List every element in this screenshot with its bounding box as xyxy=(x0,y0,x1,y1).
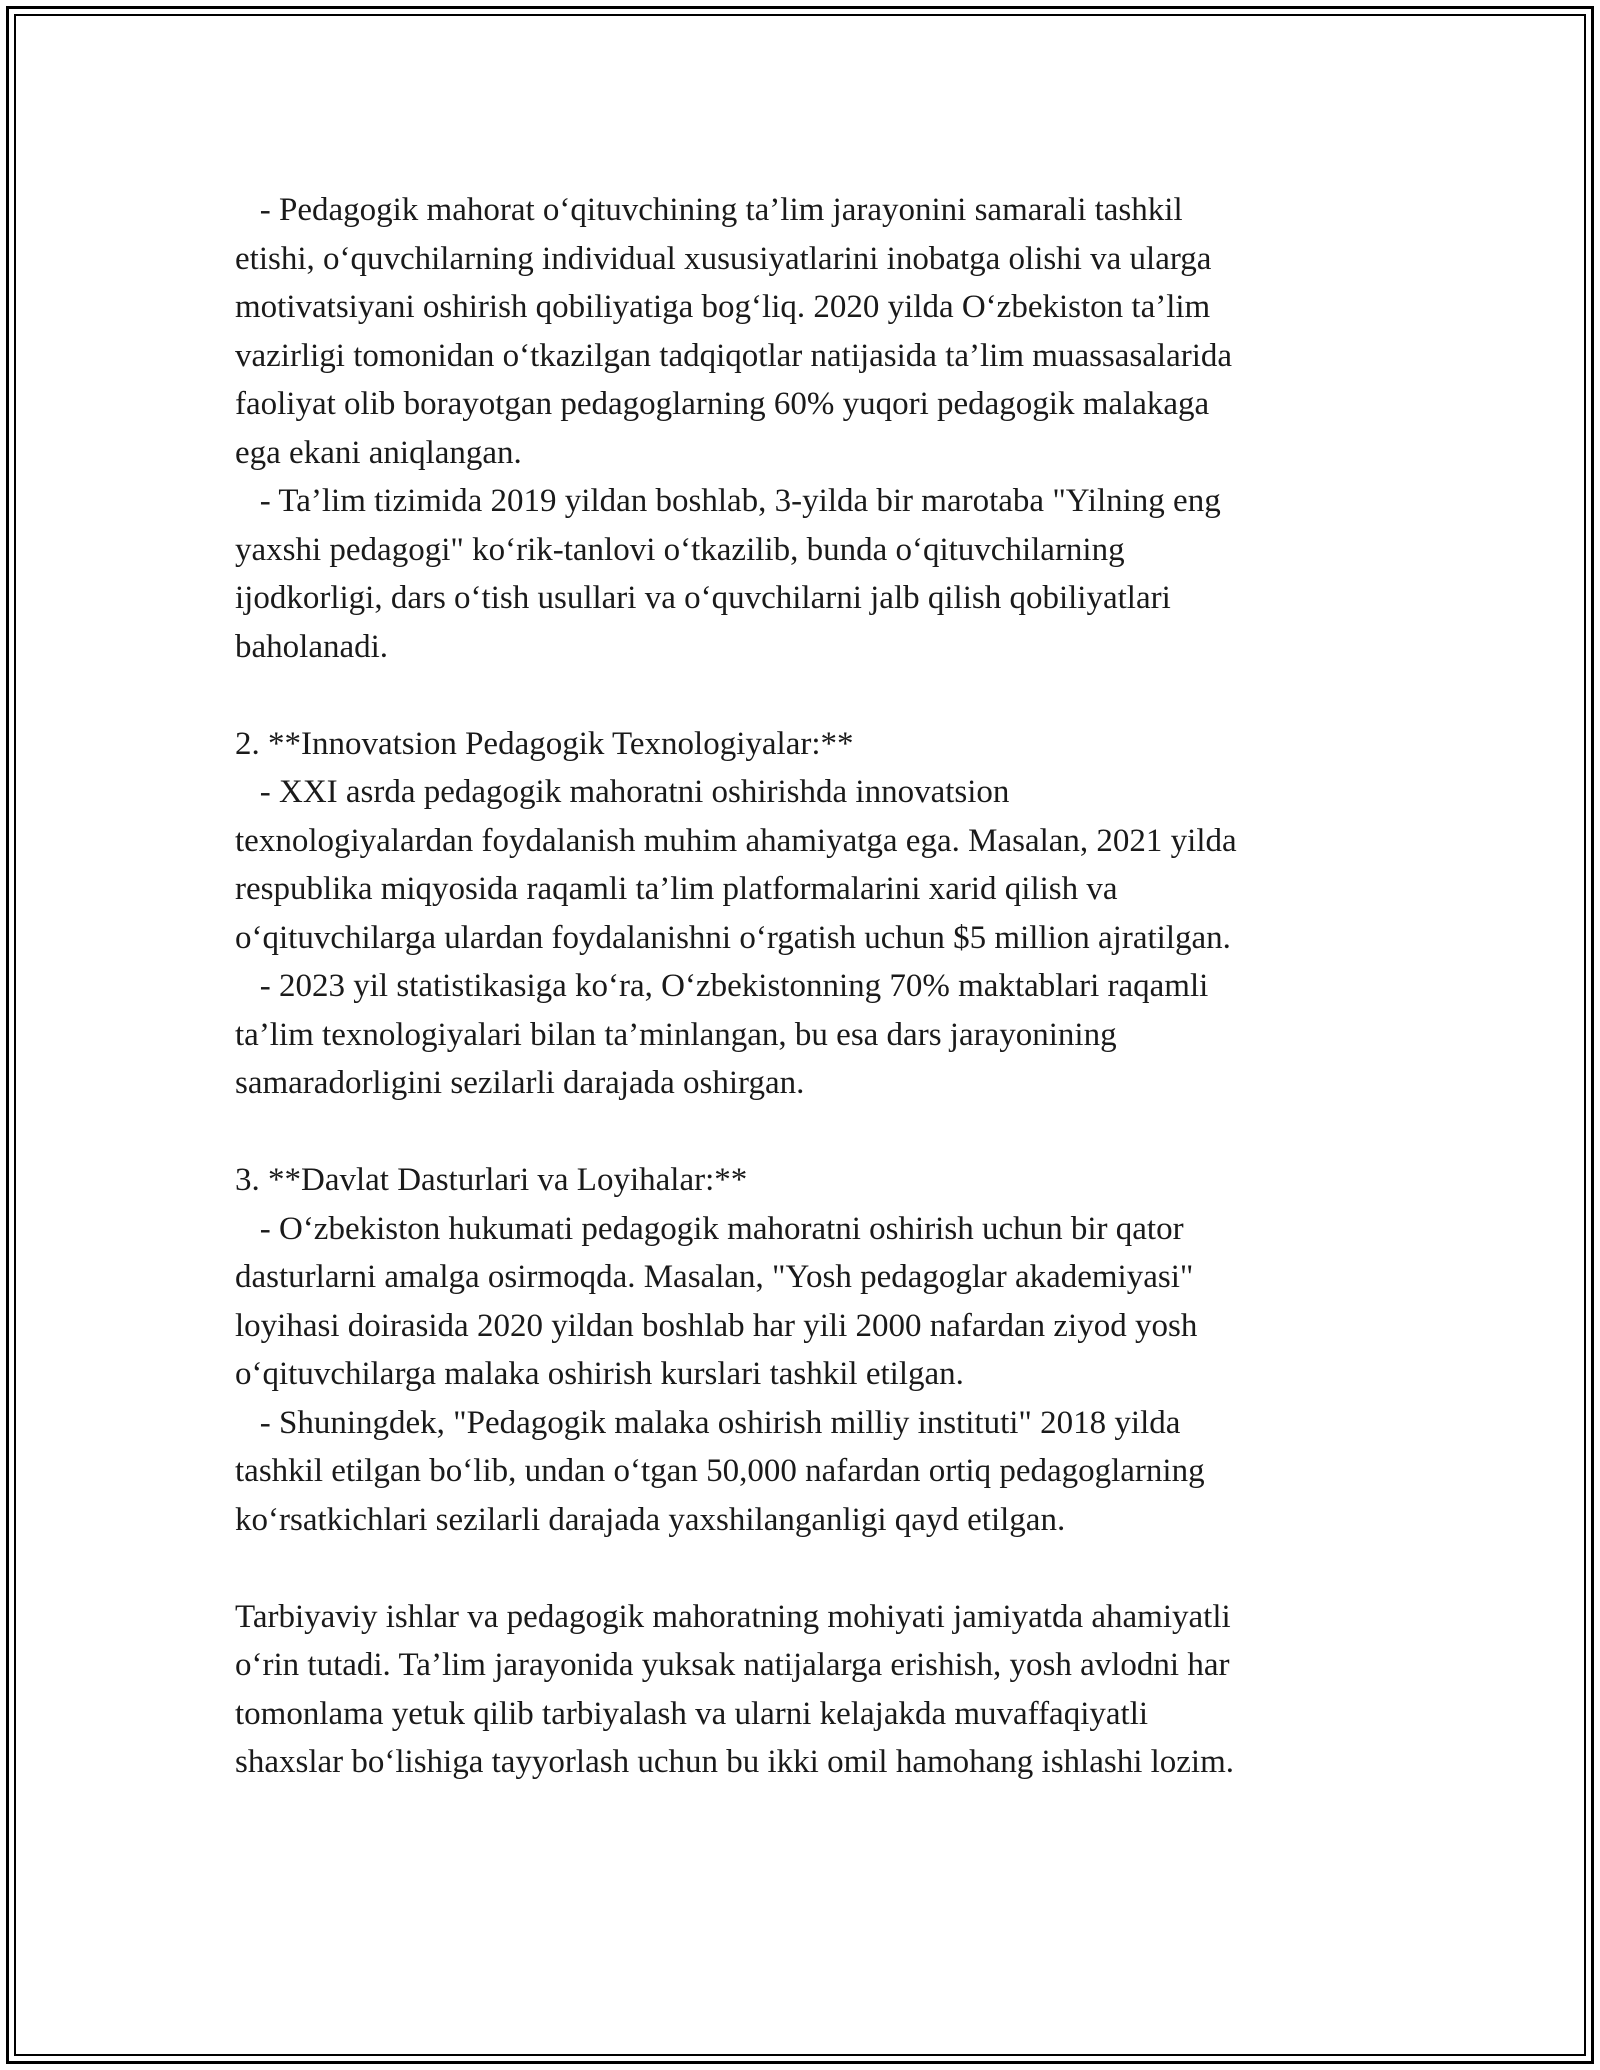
paragraph-spacer xyxy=(235,671,1375,720)
bullet-yosh-pedagoglar-akademiyasi xyxy=(235,1205,1375,1399)
heading-davlat-dasturlari xyxy=(235,1156,1375,1205)
text-line: dasturlarni amalga osirmoqda. Masalan, "Yosh pedagoglar akademiyasi" xyxy=(235,1259,1194,1295)
text-line: tomonlama yetuk qilib tarbiyalash va ularni kelajakda muvaffaqiyatli xyxy=(235,1695,1149,1732)
bullet-xxi-asr xyxy=(235,768,1375,962)
text-line: loyihasi doirasida 2020 yildan boshlab har yili 2000 nafardan ziyod yosh xyxy=(235,1307,1198,1344)
text-line: samaradorligini sezilarli darajada oshirgan. xyxy=(235,1065,805,1101)
text-line: respublika miqyosida raqamli ta’lim platformalarini xarid qilish va xyxy=(235,871,1118,907)
text-line: o‘rin tutadi. Ta’lim jarayonida yuksak natijalarga erishish, yosh avlodni har xyxy=(235,1647,1230,1683)
text-line: 2. **Innovatsion Pedagogik Texnologiyalar:** xyxy=(235,725,854,762)
bullet-pedagogik-mahorat xyxy=(235,186,1375,477)
text-line: - Shuningdek, "Pedagogik malaka oshirish milliy instituti" 2018 yilda xyxy=(235,1404,1181,1441)
paragraph-spacer xyxy=(235,1544,1375,1593)
text-line: etishi, o‘quvchilarning individual xususiyatlarini inobatga olishi va ularga xyxy=(235,240,1212,277)
text-line: Tarbiyaviy ishlar va pedagogik mahoratning mohiyati jamiyatda ahamiyatli xyxy=(235,1598,1231,1635)
text-line: 3. **Davlat Dasturlari va Loyihalar:** xyxy=(235,1162,748,1198)
text-line: ega ekani aniqlangan. xyxy=(235,434,522,471)
text-line: baholanadi. xyxy=(235,628,389,665)
document-body xyxy=(235,186,1375,1787)
bullet-milliy-institut xyxy=(235,1399,1375,1545)
text-line: o‘qituvchilarga malaka oshirish kurslari tashkil etilgan. xyxy=(235,1356,964,1392)
text-line: shaxslar bo‘lishiga tayyorlash uchun bu ikki omil hamohang ishlashi lozim. xyxy=(235,1744,1235,1780)
text-line: faoliyat olib borayotgan pedagoglarning 60% yuqori pedagogik malakaga xyxy=(235,386,1210,422)
bullet-2023-statistika xyxy=(235,962,1375,1108)
heading-innovatsion-texnologiyalar xyxy=(235,720,1375,769)
text-line: vazirligi tomonidan o‘tkazilgan tadqiqotlar natijasida ta’lim muassasalarida xyxy=(235,337,1233,374)
text-line: ko‘rsatkichlari sezilarli darajada yaxshilanganligi qayd etilgan. xyxy=(235,1501,1066,1538)
text-line: - 2023 yil statistikasiga ko‘ra, O‘zbekistonning 70% maktablari raqamli xyxy=(235,968,1209,1004)
text-line: motivatsiyani oshirish qobiliyatiga bog‘liq. 2020 yilda O‘zbekiston ta’lim xyxy=(235,289,1211,325)
text-line: ijodkorligi, dars o‘tish usullari va o‘quvchilarni jalb qilish qobiliyatlari xyxy=(235,580,1171,616)
text-line: yaxshi pedagogi" ko‘rik-tanlovi o‘tkazilib, bunda o‘qituvchilarning xyxy=(235,531,1125,568)
conclusion-paragraph xyxy=(235,1593,1375,1787)
text-line: o‘qituvchilarga ulardan foydalanishni o‘rgatish uchun $5 million ajratilgan. xyxy=(235,919,1231,956)
text-line: ta’lim texnologiyalari bilan ta’minlangan, bu esa dars jarayonining xyxy=(235,1016,1117,1053)
text-line: - XXI asrda pedagogik mahoratni oshirishda innovatsion xyxy=(235,774,1010,810)
paragraph-spacer xyxy=(235,1108,1375,1157)
text-line: tashkil etilgan bo‘lib, undan o‘tgan 50,000 nafardan ortiq pedagoglarning xyxy=(235,1453,1205,1489)
text-line: - Ta’lim tizimida 2019 yildan boshlab, 3-yilda bir marotaba "Yilning eng xyxy=(235,483,1221,519)
text-line: texnologiyalardan foydalanish muhim ahamiyatga ega. Masalan, 2021 yilda xyxy=(235,822,1237,859)
bullet-yilning-eng-yaxshi-pedagogi xyxy=(235,477,1375,671)
text-line: - Pedagogik mahorat o‘qituvchining ta’lim jarayonini samarali tashkil xyxy=(235,192,1183,228)
text-line: - O‘zbekiston hukumati pedagogik mahoratni oshirish uchun bir qator xyxy=(235,1210,1184,1247)
